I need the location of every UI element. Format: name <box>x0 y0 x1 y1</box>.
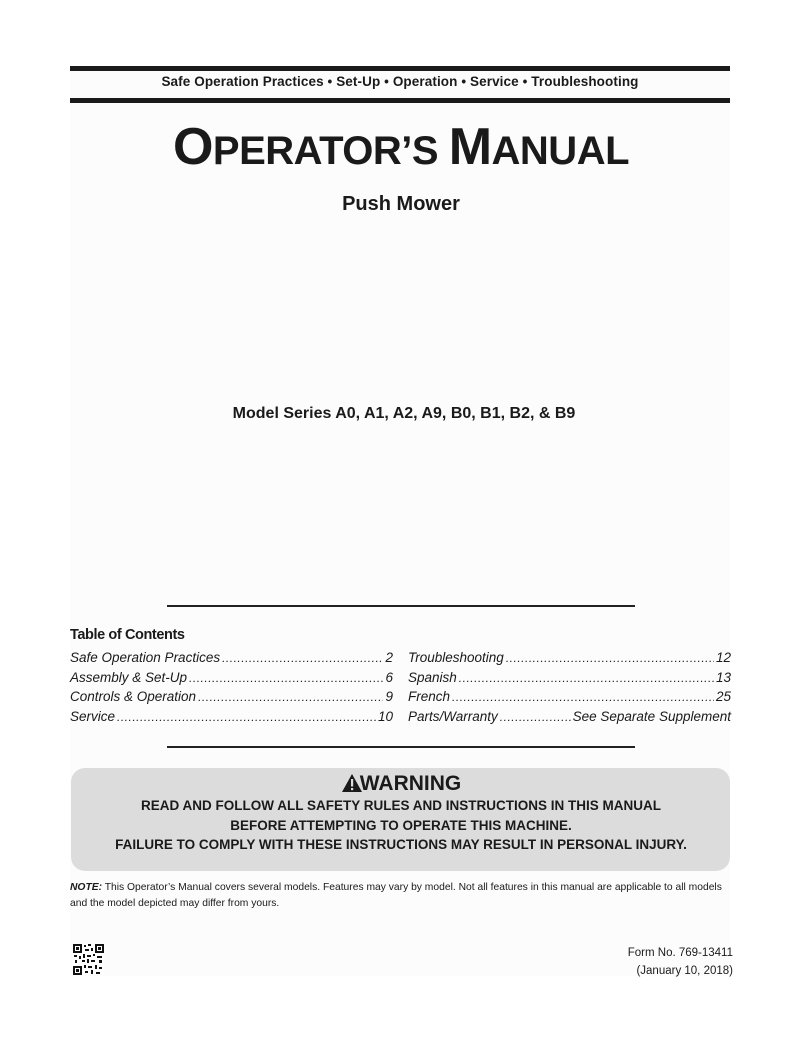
divider <box>167 605 635 607</box>
warning-title: WARNING <box>0 772 802 796</box>
toc-entry[interactable]: Safe Operation Practices ..... 2 <box>70 650 393 670</box>
qr-code-icon <box>73 944 104 975</box>
page-title: OPERATOR’S MANUAL <box>172 118 630 176</box>
form-number: Form No. 769-13411 <box>627 947 733 959</box>
toc-entry[interactable]: French ..... 25 <box>408 689 731 709</box>
toc-entry[interactable]: Spanish ..... 13 <box>408 670 731 690</box>
form-number-block <box>628 944 733 980</box>
toc-heading: Table of Contents <box>70 627 185 643</box>
toc-entry[interactable]: Parts/Warranty ..... See Separate Supplement <box>408 709 731 729</box>
top-rule-lower <box>70 98 730 103</box>
product-subtitle: Push Mower <box>342 193 460 215</box>
divider <box>167 746 635 748</box>
warning-line: BEFORE ATTEMPTING TO OPERATE THIS MACHINE. <box>230 818 572 833</box>
toc-entry[interactable]: Troubleshooting ..... 12 <box>408 650 731 670</box>
toc-entry[interactable]: Controls & Operation ..... 9 <box>70 689 393 709</box>
toc-left-column <box>70 650 393 728</box>
note-text: NOTE: This Operator’s Manual covers several models. Features may vary by model. Not all features in this manual are applicable to all models and the model depicted may differ from yours. <box>70 882 722 909</box>
form-date: (January 10, 2018) <box>636 965 733 977</box>
toc-entry[interactable]: Assembly & Set-Up ..... 6 <box>70 670 393 690</box>
toc-right-column <box>408 650 731 728</box>
topic-line: Safe Operation Practices • Set-Up • Operation • Service • Troubleshooting <box>161 74 639 89</box>
toc-entry[interactable]: Service ..... 10 <box>70 709 393 729</box>
model-series: Model Series A0, A1, A2, A9, B0, B1, B2, & B9 <box>232 405 576 422</box>
warning-line: READ AND FOLLOW ALL SAFETY RULES AND INSTRUCTIONS IN THIS MANUAL <box>141 798 661 813</box>
top-rule <box>70 66 730 71</box>
warning-line: FAILURE TO COMPLY WITH THESE INSTRUCTIONS MAY RESULT IN PERSONAL INJURY. <box>115 837 687 852</box>
